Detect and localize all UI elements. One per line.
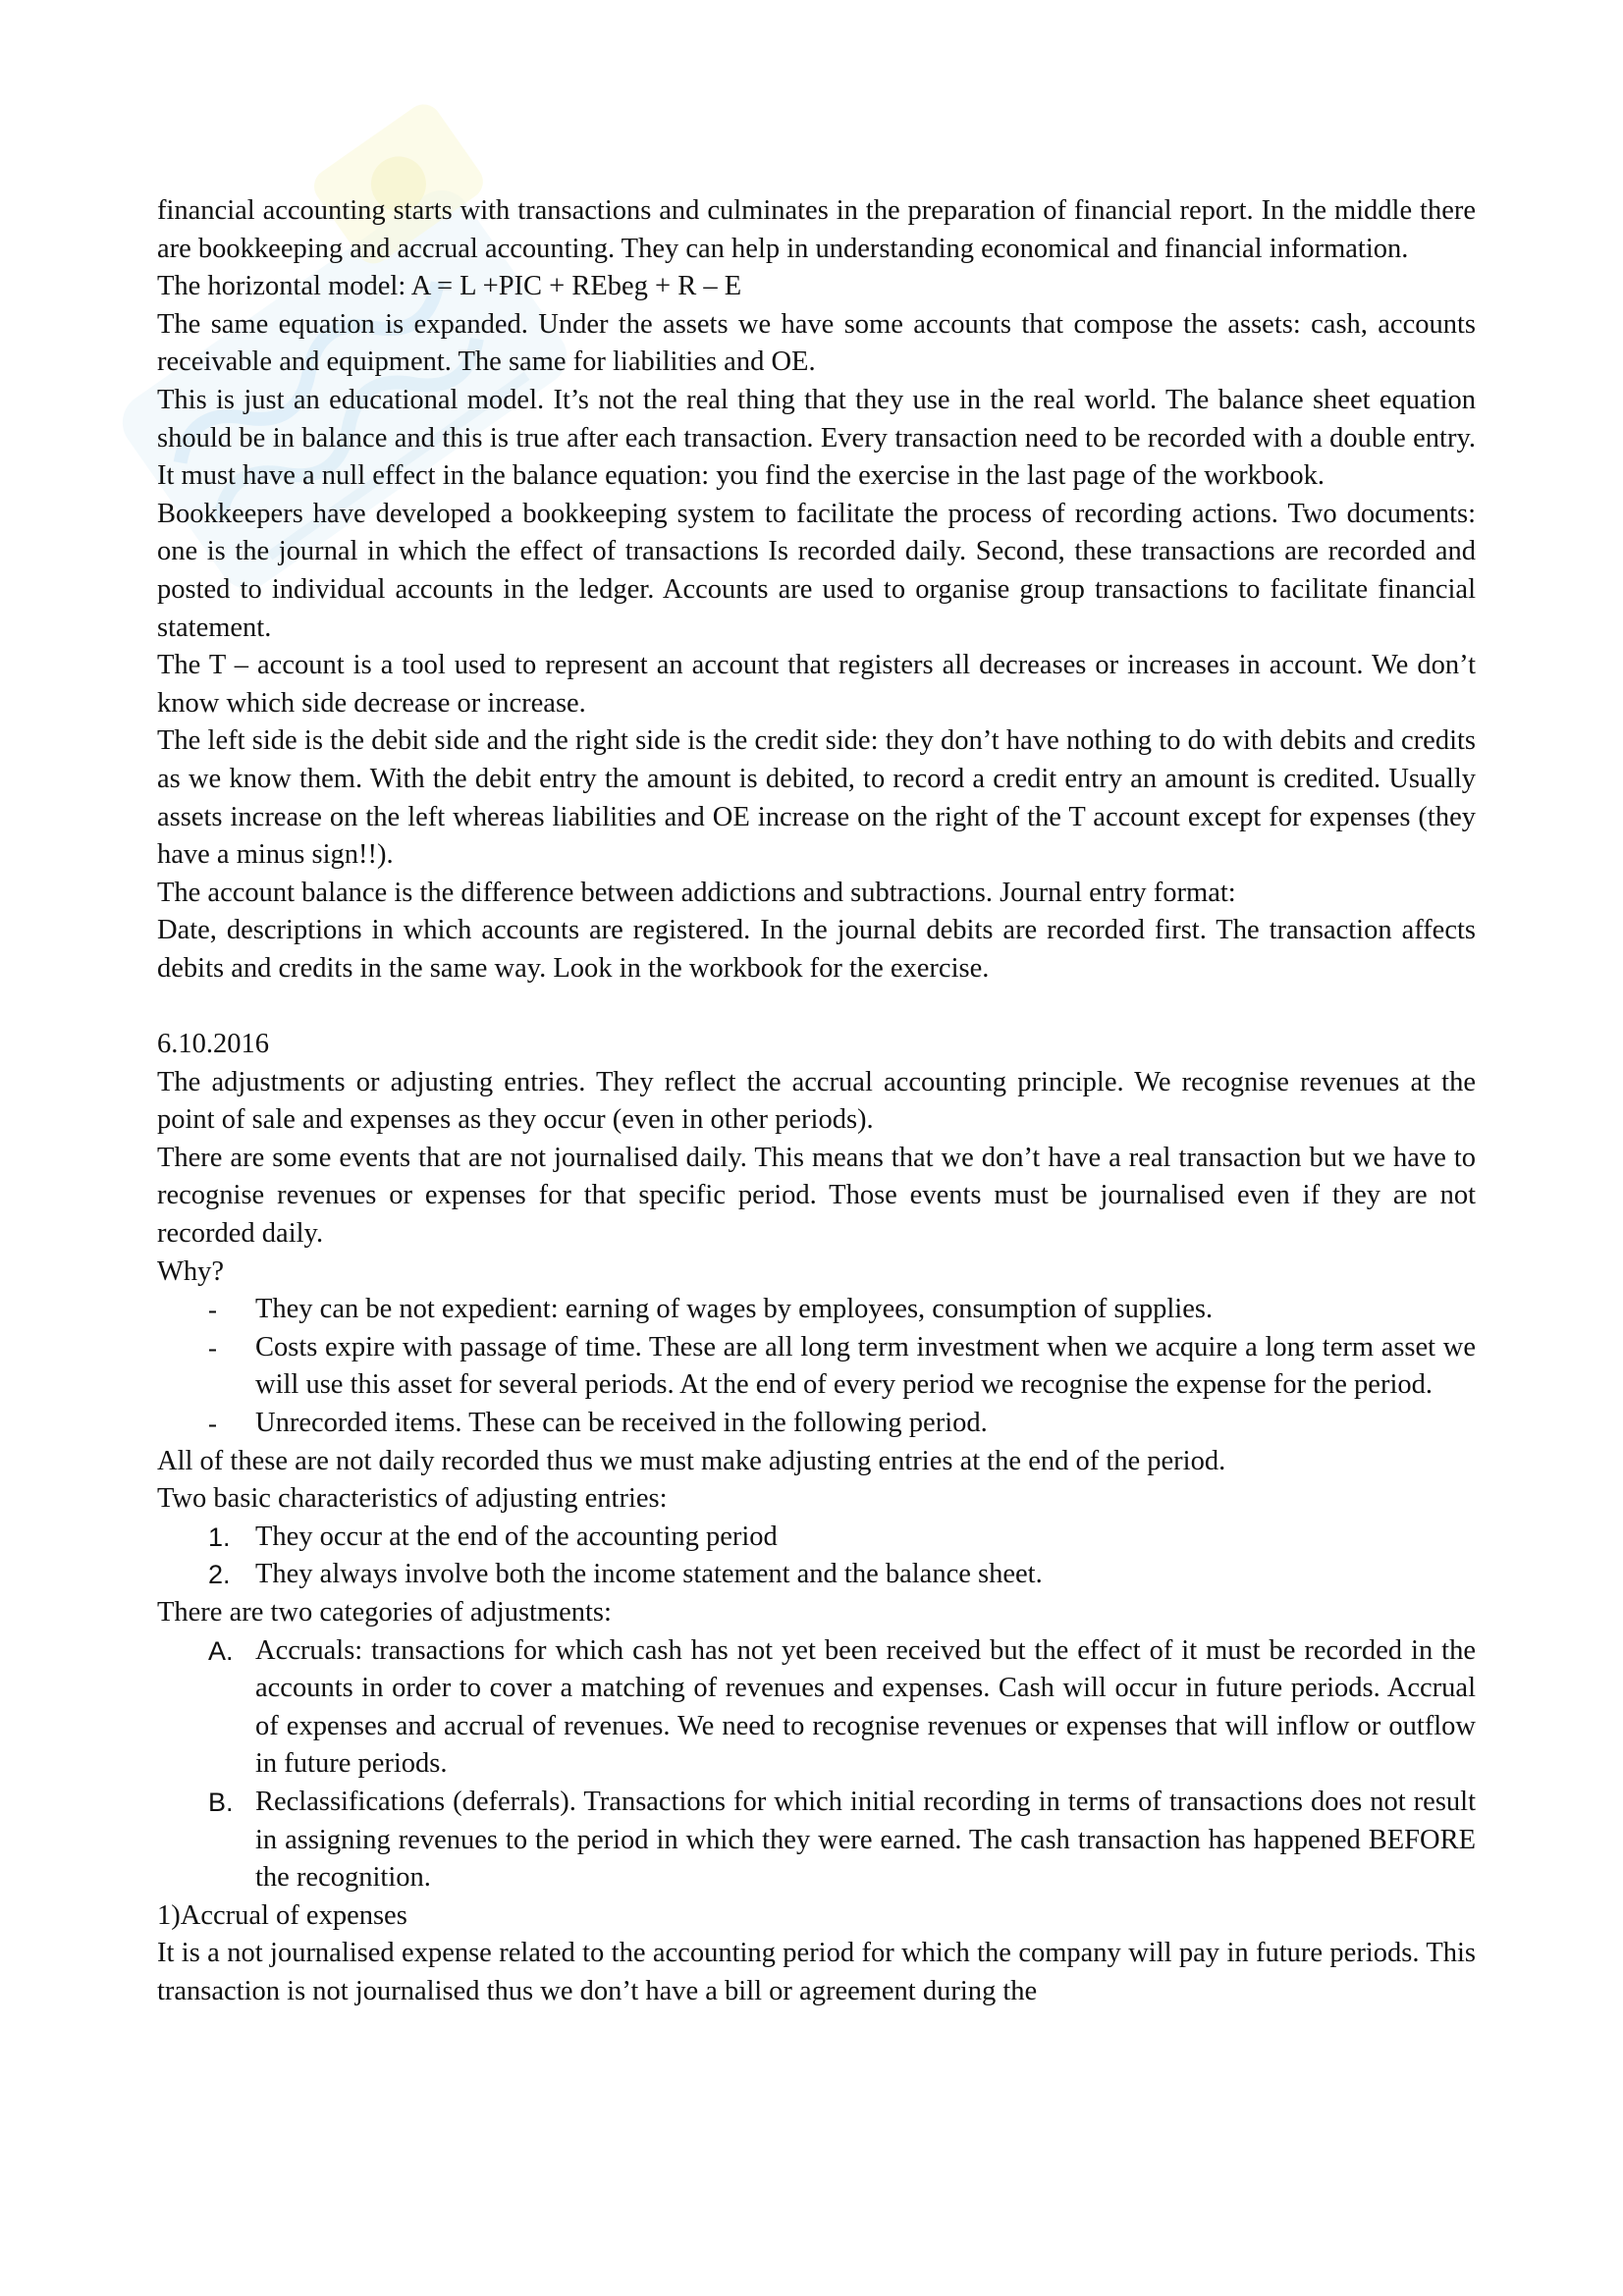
list-item [157,1329,1476,1405]
paragraph: This is just an educational model. It’s not the real thing that they use in the real world. The balance sheet equation should be in balance and this is true after each transaction. Every transaction need to be recorded with a double entry. It must have a null effect in the balance equation: you find the exercise in the last page of the workbook. [157,384,1476,492]
list-marker: 1. [208,1522,231,1552]
list-item [157,1291,1476,1329]
paragraph: Date, descriptions in which accounts are registered. In the journal debits are recorded first. The transaction affects debits and credits in the same way. Look in the workbook for the exercise. [157,915,1476,984]
list-marker: B. [208,1787,234,1817]
paragraph-why: Why? [157,1255,225,1287]
paragraph: The left side is the debit side and the right side is the credit side: they don’t have nothing to do with debits and credits as we know them. With the debit entry the amount is debited, to record a credit entry an amount is credited. Usually assets increase on the left whereas liabilities and OE increase on the right of the T account except for expenses (they have a minus sign!!). [157,725,1476,871]
list-item-text: Reclassifications (deferrals). Transactions for which initial recording in terms of transactions does not result in assigning revenues to the period in which they were earned. The cash transaction has happened BEFORE the recognition. [255,1786,1476,1894]
paragraph: Two basic characteristics of adjusting entries: [157,1483,668,1515]
paragraph-horizontal-model: The horizontal model: A = L +PIC + REbeg + R – E [157,271,742,302]
list-item [157,1519,1476,1557]
paragraph: The same equation is expanded. Under the assets we have some accounts that compose the assets: cash, accounts receivable and equipment. The same for liabilities and OE. [157,308,1476,378]
date-heading: 6.10.2016 [157,1029,269,1060]
list-item-text: They always involve both the income statement and the balance sheet. [255,1559,1043,1590]
list-item [157,1556,1476,1594]
paragraph: All of these are not daily recorded thus we must make adjusting entries at the end of the period. [157,1445,1226,1476]
list-item-text: They can be not expedient: earning of wages by employees, consumption of supplies. [255,1294,1214,1325]
list-item-text: Costs expire with passage of time. These are all long term investment when we acquire a long term asset we will use this asset for several periods. At the end of every period we recognise the expense for the period. [255,1331,1476,1401]
categories-list [157,1632,1476,1897]
paragraph: The account balance is the difference between addictions and subtractions. Journal entry format: [157,877,1236,908]
list-item-text: They occur at the end of the accounting period [255,1521,778,1552]
list-marker: - [208,1332,217,1362]
paragraph: It is a not journalised expense related to the accounting period for which the company will pay in future periods. This transaction is not journalised thus we don’t have a bill or agreement during the [157,1938,1476,2006]
why-list [157,1291,1476,1442]
document-page [157,192,1476,2011]
paragraph: The T – account is a tool used to represent an account that registers all decreases or increases in account. We don’t know which side decrease or increase. [157,650,1476,719]
paragraph: financial accounting starts with transactions and culminates in the preparation of financial report. In the middle there are bookkeeping and accrual accounting. They can help in understanding economical and financial information. [157,195,1476,264]
list-marker: 2. [208,1560,231,1590]
list-item-text: Accruals: transactions for which cash has not yet been received but the effect of it must be recorded in the accounts in order to cover a matching of revenues and expenses. Cash will occur in future periods. Accrual of expenses and accrual of revenues. We need to recognise revenues or expenses that will inflow or outflow in future periods. [255,1634,1476,1780]
list-marker: A. [208,1635,234,1666]
list-item-text: Unrecorded items. These can be received in the following period. [255,1408,988,1438]
list-marker: - [208,1409,217,1438]
paragraph: Bookkeepers have developed a bookkeeping system to facilitate the process of recording actions. Two documents: one is the journal in which the effect of transactions Is recorded daily. Second, these transactions are recorded and posted to individual accounts in the ledger. Accounts are used to organise group transactions to facilitate financial statement. [157,498,1476,643]
paragraph: There are some events that are not journalised daily. This means that we don’t have a real transaction but we have to recognise revenues or expenses for that specific period. Those events must be journalised even if they are not recorded daily. [157,1142,1476,1250]
list-item [157,1784,1476,1897]
paragraph: There are two categories of adjustments: [157,1596,612,1628]
section-heading-accrual-of-expenses: 1)Accrual of expenses [157,1899,407,1931]
list-item [157,1405,1476,1443]
characteristics-list [157,1519,1476,1594]
blank-line [157,988,1476,1026]
paragraph: The adjustments or adjusting entries. They reflect the accrual accounting principle. We recognise revenues at the point of sale and expenses as they occur (even in other periods). [157,1066,1476,1136]
list-item [157,1632,1476,1784]
list-marker: - [208,1295,217,1325]
